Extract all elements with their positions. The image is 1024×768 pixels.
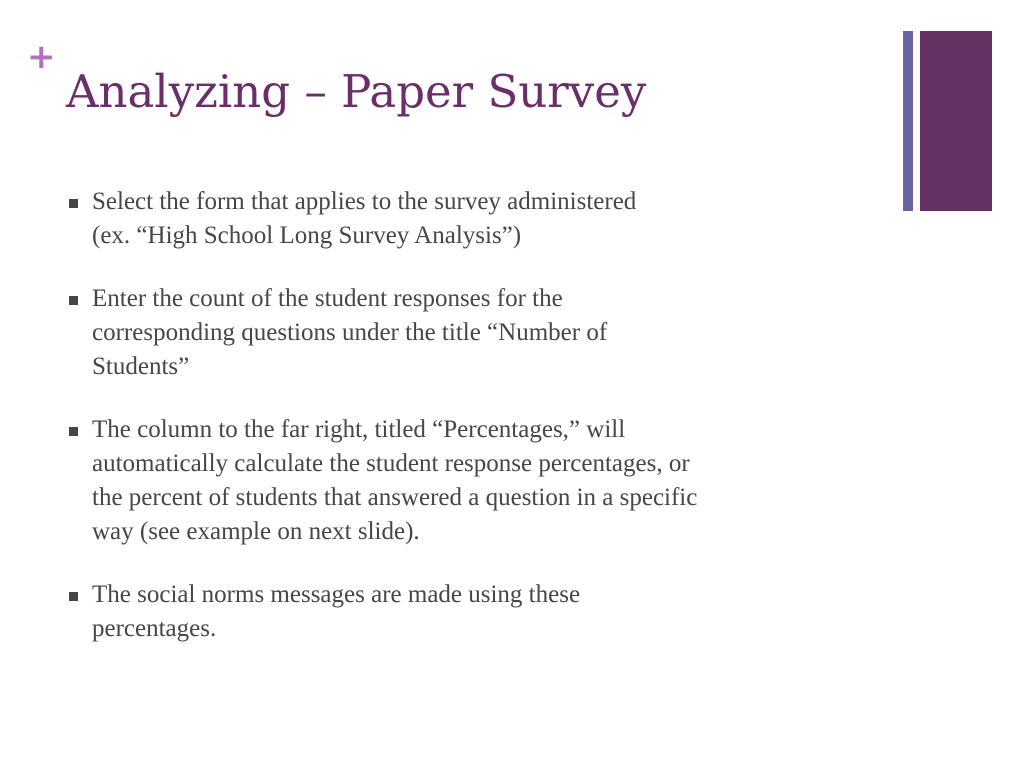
bullet-line: corresponding questions under the title “Number of	[92, 319, 608, 346]
bullet-line: Select the form that applies to the survey administered	[92, 188, 637, 215]
bullet-line: automatically calculate the student response percentages, or	[92, 450, 690, 477]
bullet-line: Students”	[92, 353, 190, 380]
accent-bar-thin	[903, 31, 913, 211]
slide-title: Analyzing – Paper Survey	[66, 65, 647, 118]
square-bullet-icon	[69, 199, 78, 208]
bullet-item	[68, 413, 898, 549]
square-bullet-icon	[69, 592, 78, 601]
bullet-item	[68, 185, 898, 253]
square-bullet-icon	[69, 296, 78, 305]
bullet-item	[68, 282, 898, 384]
bullet-line: the percent of students that answered a question in a specific	[92, 484, 698, 511]
accent-bar-thick	[920, 31, 992, 211]
square-bullet-icon	[69, 427, 78, 436]
plus-icon: +	[27, 37, 56, 77]
bullet-line: way (see example on next slide).	[92, 518, 420, 545]
bullet-line: The column to the far right, titled “Percentages,” will	[92, 416, 626, 443]
bullet-line: The social norms messages are made using these	[92, 581, 581, 608]
bullet-line: (ex. “High School Long Survey Analysis”)	[92, 222, 522, 249]
bullet-item	[68, 578, 898, 646]
bullet-list	[68, 185, 898, 675]
bullet-line: percentages.	[92, 615, 217, 642]
bullet-line: Enter the count of the student responses for the	[92, 285, 563, 312]
